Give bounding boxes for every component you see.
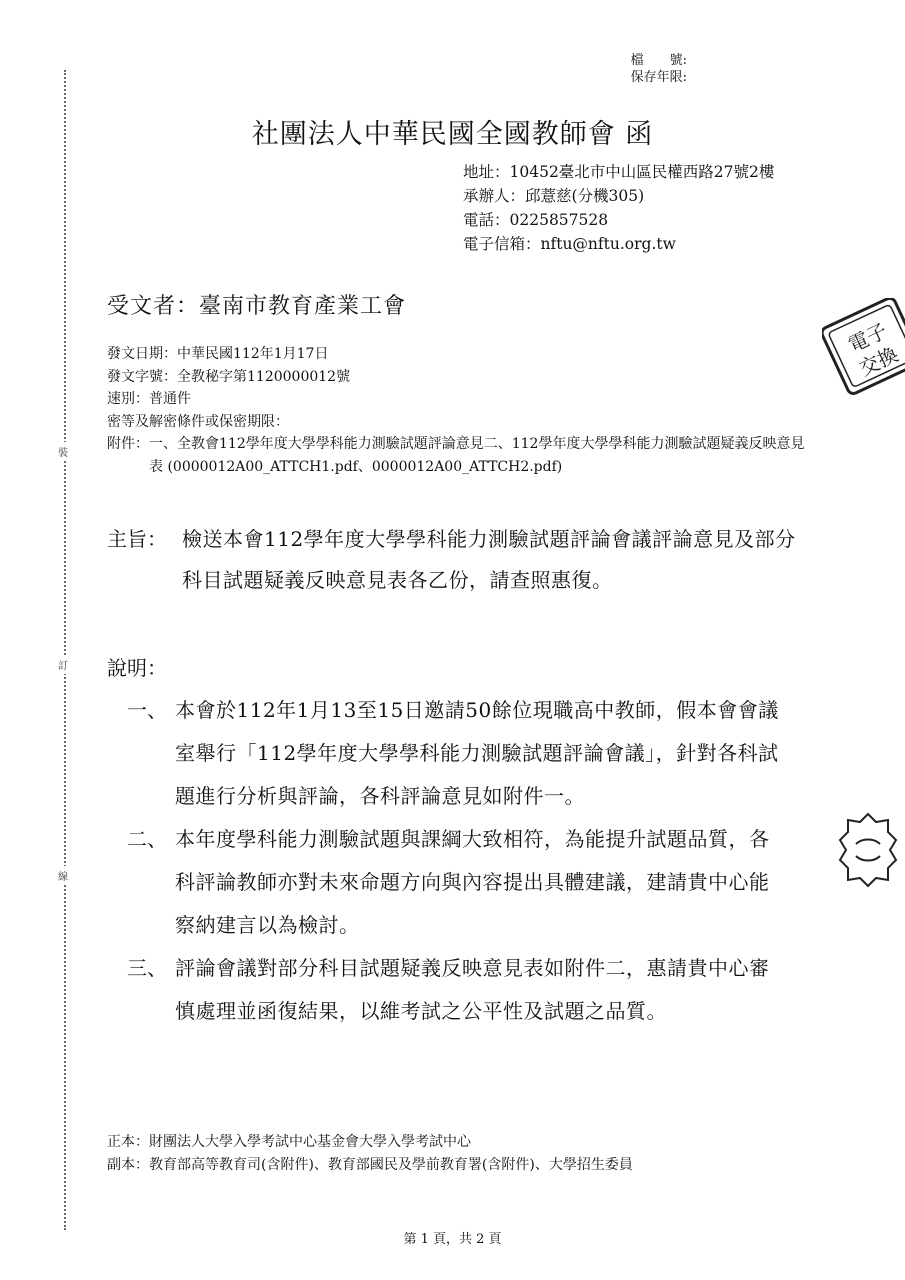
item-number: 二、 (127, 827, 167, 851)
document-number: 發文字號：全教秘字第1120000012號 (107, 368, 351, 385)
issue-date: 發文日期：中華民國112年1月17日 (107, 346, 329, 362)
explanation-label: 說明： (107, 656, 167, 680)
item-number: 三、 (127, 956, 167, 980)
distribution-list (107, 1131, 807, 1176)
attachment-label: 附件： (107, 436, 149, 452)
sender-address: 地址：10452臺北市中山區民權西路27號2樓 (463, 163, 775, 181)
file-number-label: 檔 號: (630, 53, 687, 68)
document-meta (107, 343, 807, 478)
binding-mark-ding: 訂 (58, 655, 68, 674)
binding-mark-xian: 線 (58, 866, 68, 885)
cc-recipients: 副本：教育部高等教育司(含附件)、教育部國民及學前教育署(含附件)、大學招生委員 (107, 1156, 633, 1173)
attachments (107, 433, 807, 478)
item-number: 一、 (127, 698, 167, 722)
page-number: 第 1 頁，共 2 頁 (403, 1232, 502, 1247)
recipient: 受文者：臺南市教育產業工會 (107, 294, 407, 319)
svg-text:電子: 電子 (844, 318, 891, 358)
item-text: 評論會議對部分科目試題疑義反映意見表如附件二，惠請貴中心審慎處理並函復結果，以維考試之公平性及試題之品質。 (175, 956, 770, 1023)
attachment-text: 一、全教會112學年度大學學科能力測驗試題評論意見二、112學年度大學學科能力測驗試題疑義反映意見表 (0000012A00_ATTCH1.pdf、0000012A00_ATTCH2.pdf) (149, 436, 805, 475)
binding-dotted-line (64, 70, 66, 1230)
sender-phone: 電話：0225857528 (463, 211, 609, 229)
urgency: 速別：普通件 (107, 391, 191, 407)
document-title: 社團法人中華民國全國教師會 函 (251, 119, 654, 150)
explanation-item (127, 818, 787, 947)
explanation-item (127, 947, 787, 1033)
explanation-items (127, 689, 787, 1033)
sender-contact: 承辦人：邱薏慈(分機305) (463, 187, 645, 205)
item-text: 本會於112年1月13至15日邀請50餘位現職高中教師，假本會會議室舉行「112學年度大學學科能力測驗試題評論會議」，針對各科試題進行分析與評論，各科評論意見如附件一。 (175, 698, 779, 808)
sender-email: 電子信箱：nftu@nftu.org.tw (463, 235, 676, 253)
svg-text:交換: 交換 (855, 341, 902, 381)
explanation-item (127, 689, 787, 818)
binding-mark-zhuang: 裝 (58, 442, 68, 461)
secrecy-level: 密等及解密條件或保密期限： (107, 413, 289, 430)
item-text: 本年度學科能力測驗試題與課綱大致相符，為能提升試題品質，各科評論教師亦對未來命題方向與內容提出具體建議，建請貴中心能察納建言以為檢討。 (175, 827, 770, 937)
electronic-exchange-stamp (822, 298, 905, 398)
subject-label: 主旨： (107, 527, 167, 551)
retention-label: 保存年限: (630, 70, 687, 85)
subject-section (107, 519, 797, 601)
sender-info (463, 160, 803, 256)
subject-text: 檢送本會112學年度大學學科能力測驗試題評論會議評論意見及部分科目試題疑義反映意見表各乙份，請查照惠復。 (182, 527, 796, 592)
seal-badge-icon (838, 810, 898, 890)
filing-info (631, 52, 687, 86)
original-recipient: 正本：財團法人大學入學考試中心基金會大學入學考試中心 (107, 1134, 471, 1150)
